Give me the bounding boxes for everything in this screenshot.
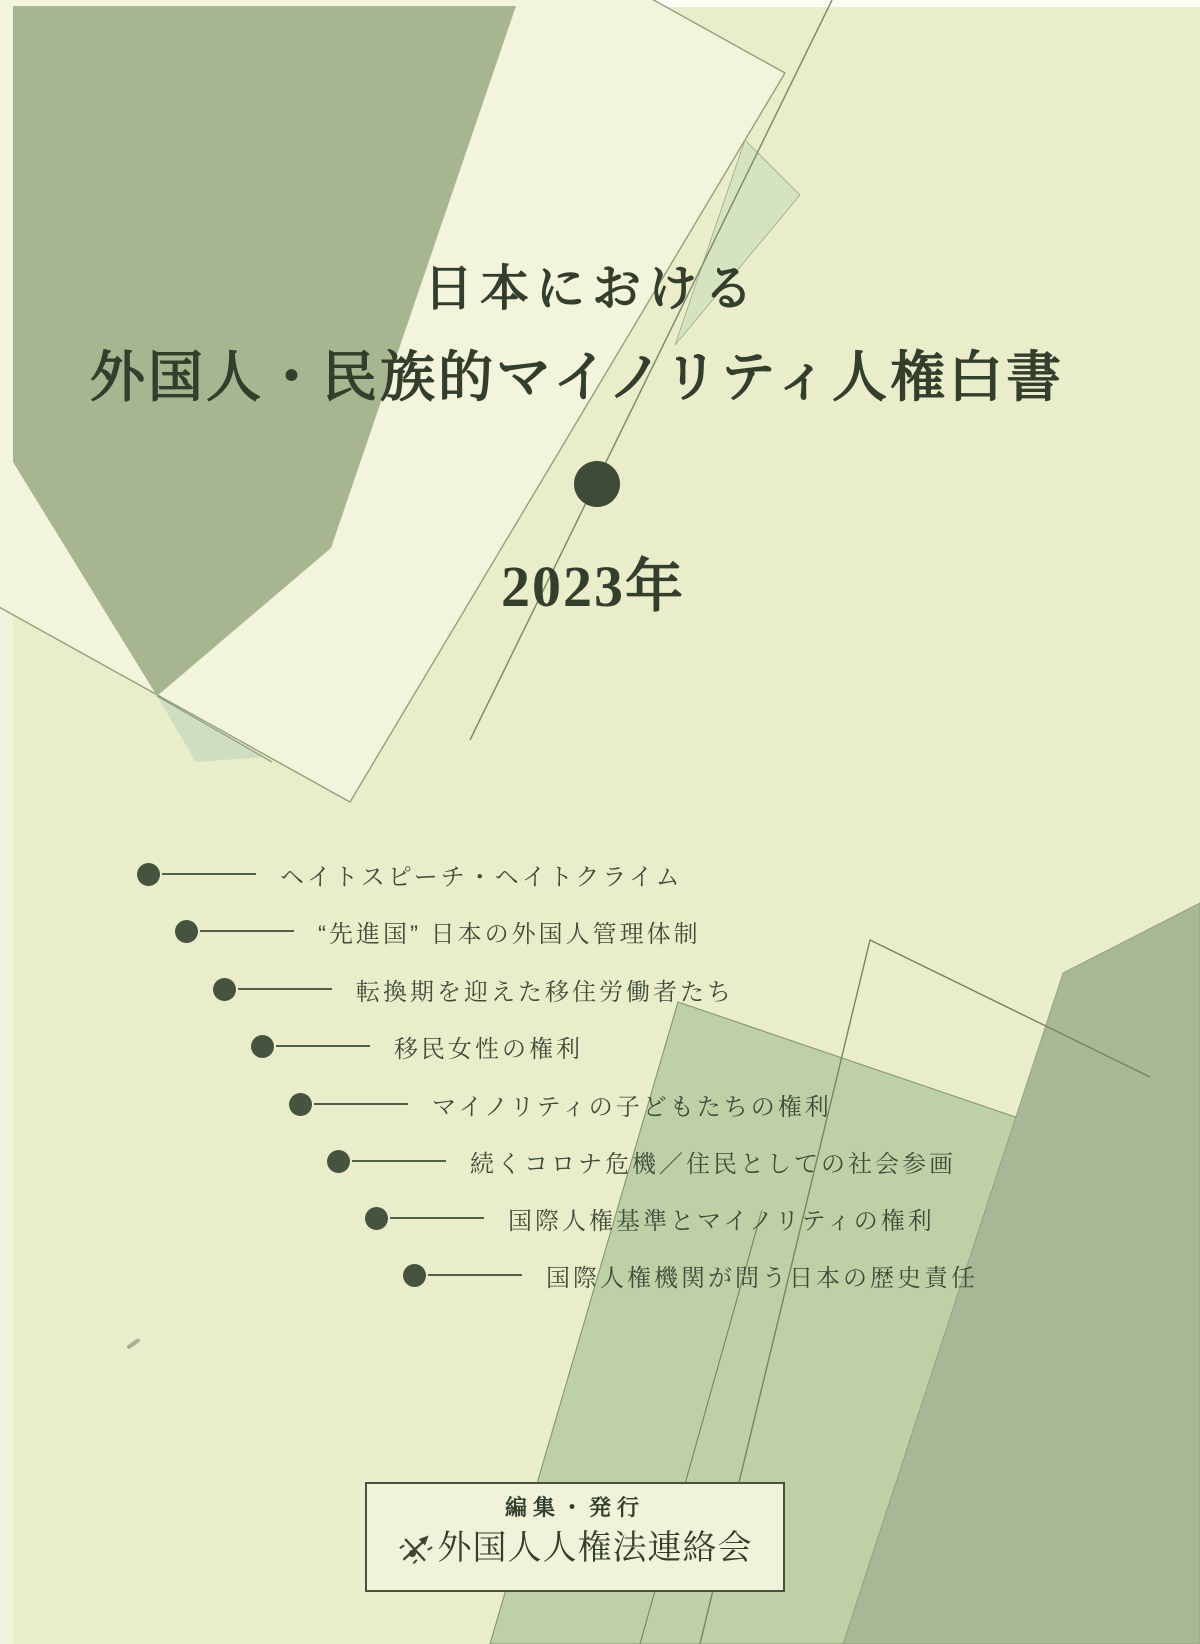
topic-label: 移民女性の権利	[394, 1035, 583, 1063]
bullet-dot-icon	[251, 1035, 274, 1058]
bullet-dot-icon	[327, 1150, 350, 1173]
bullet-dot-icon	[213, 978, 236, 1001]
topic-item	[289, 1090, 832, 1121]
leader-line	[200, 930, 294, 932]
topic-item	[327, 1147, 956, 1178]
publisher-line	[367, 1531, 783, 1567]
topic-item	[175, 917, 701, 948]
leader-line	[314, 1103, 408, 1105]
publisher-name: 外国人人権法連絡会	[437, 1530, 753, 1567]
leader-line	[238, 988, 332, 990]
leader-line	[162, 873, 256, 875]
title-line-2: 外国人・民族的マイノリティ人権白書	[90, 347, 1064, 408]
leader-line	[428, 1274, 522, 1276]
topic-item	[365, 1204, 935, 1235]
topic-label: 国際人権基準とマイノリティの権利	[508, 1207, 935, 1235]
topic-item	[213, 975, 734, 1006]
topic-label: マイノリティの子どもたちの権利	[432, 1093, 832, 1121]
topic-label: “先進国” 日本の外国人管理体制	[318, 920, 701, 948]
topic-label: 転換期を迎えた移住労働者たち	[356, 978, 734, 1006]
topic-label: ヘイトスピーチ・ヘイトクライム	[280, 863, 683, 891]
publisher-logo-icon	[398, 1531, 434, 1567]
leader-line	[276, 1045, 370, 1047]
publisher-role-label: 編集・発行	[504, 1495, 645, 1520]
year-text: 2023年	[500, 554, 685, 619]
bullet-dot-icon	[365, 1207, 388, 1230]
publisher-box	[365, 1482, 785, 1592]
topic-item	[251, 1032, 583, 1063]
bullet-dot-icon	[289, 1093, 312, 1116]
topic-item	[403, 1261, 978, 1292]
leader-line	[390, 1217, 484, 1219]
bullet-dot-icon	[175, 920, 198, 943]
bullet-dot-icon	[137, 863, 160, 886]
bullet-dot-icon	[403, 1264, 426, 1287]
title-line-1: 日本における	[423, 261, 760, 316]
topic-label: 国際人権機関が問う日本の歴史責任	[546, 1264, 978, 1292]
topic-label: 続くコロナ危機／住民としての社会参画	[470, 1150, 956, 1178]
decorative-dot-icon	[574, 461, 620, 507]
topic-item	[137, 860, 683, 891]
leader-line	[352, 1160, 446, 1162]
